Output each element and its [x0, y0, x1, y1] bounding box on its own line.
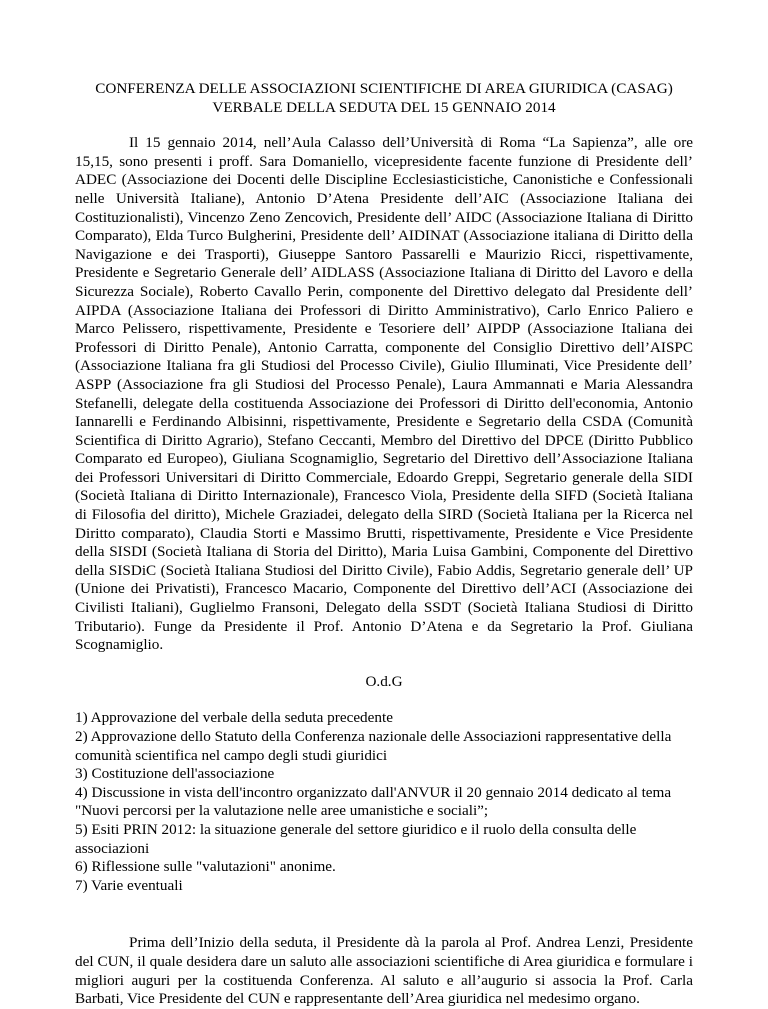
agenda-item: 4) Discussione in vista dell'incontro organizzato dall'ANVUR il 20 gennaio 2014 dedicato al tema "Nuovi percorsi per la valutazione nelle aree umanistiche e sociali”;	[75, 783, 672, 820]
agenda-item: 2) Approvazione dello Statuto della Conferenza nazionale delle Associazioni rappresentative della comunità scientifica nel campo degli studi giuridici	[75, 728, 672, 764]
agenda-heading: O.d.G	[365, 672, 403, 690]
document-title	[75, 80, 693, 117]
title-line-1: CONFERENZA DELLE ASSOCIAZIONI SCIENTIFICHE DI AREA GIURIDICA (CASAG)	[95, 80, 673, 97]
agenda-item: 3) Costituzione dell'associazione	[75, 765, 275, 783]
agenda-item: 5) Esiti PRIN 2012: la situazione generale del settore giuridico e il ruolo della consulta delle associazioni	[75, 820, 637, 857]
intro-paragraph: Il 15 gennaio 2014, nell’Aula Calasso dell’Università di Roma “La Sapienza”, alle ore 15,15, sono presenti i proff. Sara Domaniello, vicepresidente facente funzione di Presidente dell’ ADEC (Associazione dei Docenti delle Discipline Ecclesiasticistiche, Canonistiche e Confessionali nelle Università Italiane), Antonio D’Atena Presidente dell’AIC (Associazione Italiana dei Costituzionalisti), Vincenzo Zeno Zencovich, Presidente dell’ AIDC (Associazione Italiana di Diritto Comparato), Elda Turco Bulgherini, Presidente dell’ AIDINAT (Associazione italiana di Diritto della Navigazione e dei Trasporti), Giuseppe Santoro Passarelli e Maurizio Ricci, rispettivamente, Presidente e Segretario Generale dell’ AIDLASS (Associazione Italiana di Diritto del Lavoro e della Sicurezza Sociale), Roberto Cavallo Perin, componente del Direttivo delegato dal Presidente dell’ AIPDA (Associazione Italiana dei Professori di Diritto Amministrativo), Carlo Enrico Paliero e Marco Pelissero, rispettivamente, Presidente e Tesoriere dell’ AIPDP (Associazione Italiana dei Professori di Diritto Penale), Antonio Carratta, componente del Consiglio Direttivo dell’AISPC (Associazione Italiana fra gli Studiosi del Processo Civile), Giulio Illuminati, Vice Presidente dell’ ASPP (Associazione fra gli Studiosi del Processo Penale), Laura Ammannati e Maria Alessandra Stefanelli, delegate della costituenda Associazione dei Professori di Diritto dell'economia, Antonio Iannarelli e Ferdinando Albisinni, rispettivamente, Presidente e Segretario della CSDA (Comunità Scientifica di Diritto Agrario), Stefano Ceccanti, Membro del Direttivo del DPCE (Diritto Pubblico Comparato ed Europeo), Giuliana Scognamiglio, Segretario del Direttivo dell’Associazione Italiana dei Professori Universitari di Diritto Commerciale, Edoardo Greppi, Segretario generale della SIDI (Società Italiana di Diritto Internazionale), Francesco Viola, Presidente della SIFD (Società Italiana di Filosofia del diritto), Michele Graziadei, delegato della SIRD (Società Italiana per la Ricerca nel Diritto comparato), Claudia Storti e Massimo Brutti, rispettivamente, Presidente e Vice Presidente della SISDI (Società Italiana di Storia del Diritto), Maria Luisa Gambini, Componente del Direttivo della SISDiC (Società Italiana Studiosi del Diritto Civile), Fabio Addis, Segretario generale dell’ UP (Unione dei Privatisti), Francesco Macario, Componente del Direttivo dell’ACI (Associazione dei Civilisti Italiani), Guglielmo Fransoni, Delegato della SSDT (Società Italiana Studiosi di Diritto Tributario). Funge da Presidente il Prof. Antonio D’Atena e da Segretario la Prof. Giuliana Scognamiglio.	[75, 134, 693, 654]
document-page	[75, 80, 693, 1009]
agenda-item: 6) Riflessione sulle "valutazioni" anonime.	[75, 858, 336, 876]
agenda-list	[75, 709, 693, 895]
agenda-item: 7) Varie eventuali	[75, 876, 183, 894]
title-line-2: VERBALE DELLA SEDUTA DEL 15 GENNAIO 2014	[212, 98, 556, 116]
closing-paragraph: Prima dell’Inizio della seduta, il Presidente dà la parola al Prof. Andrea Lenzi, Presidente del CUN, il quale desidera dare un saluto alle associazioni scientifiche di Area giuridica e formulare i migliori auguri per la costituenda Conferenza. Al saluto e all’augurio si associa la Prof. Carla Barbati, Vice Presidente del CUN e rappresentante dell’Area giuridica nel medesimo organo.	[75, 934, 693, 1008]
agenda-item: 1) Approvazione del verbale della seduta precedente	[75, 709, 393, 727]
